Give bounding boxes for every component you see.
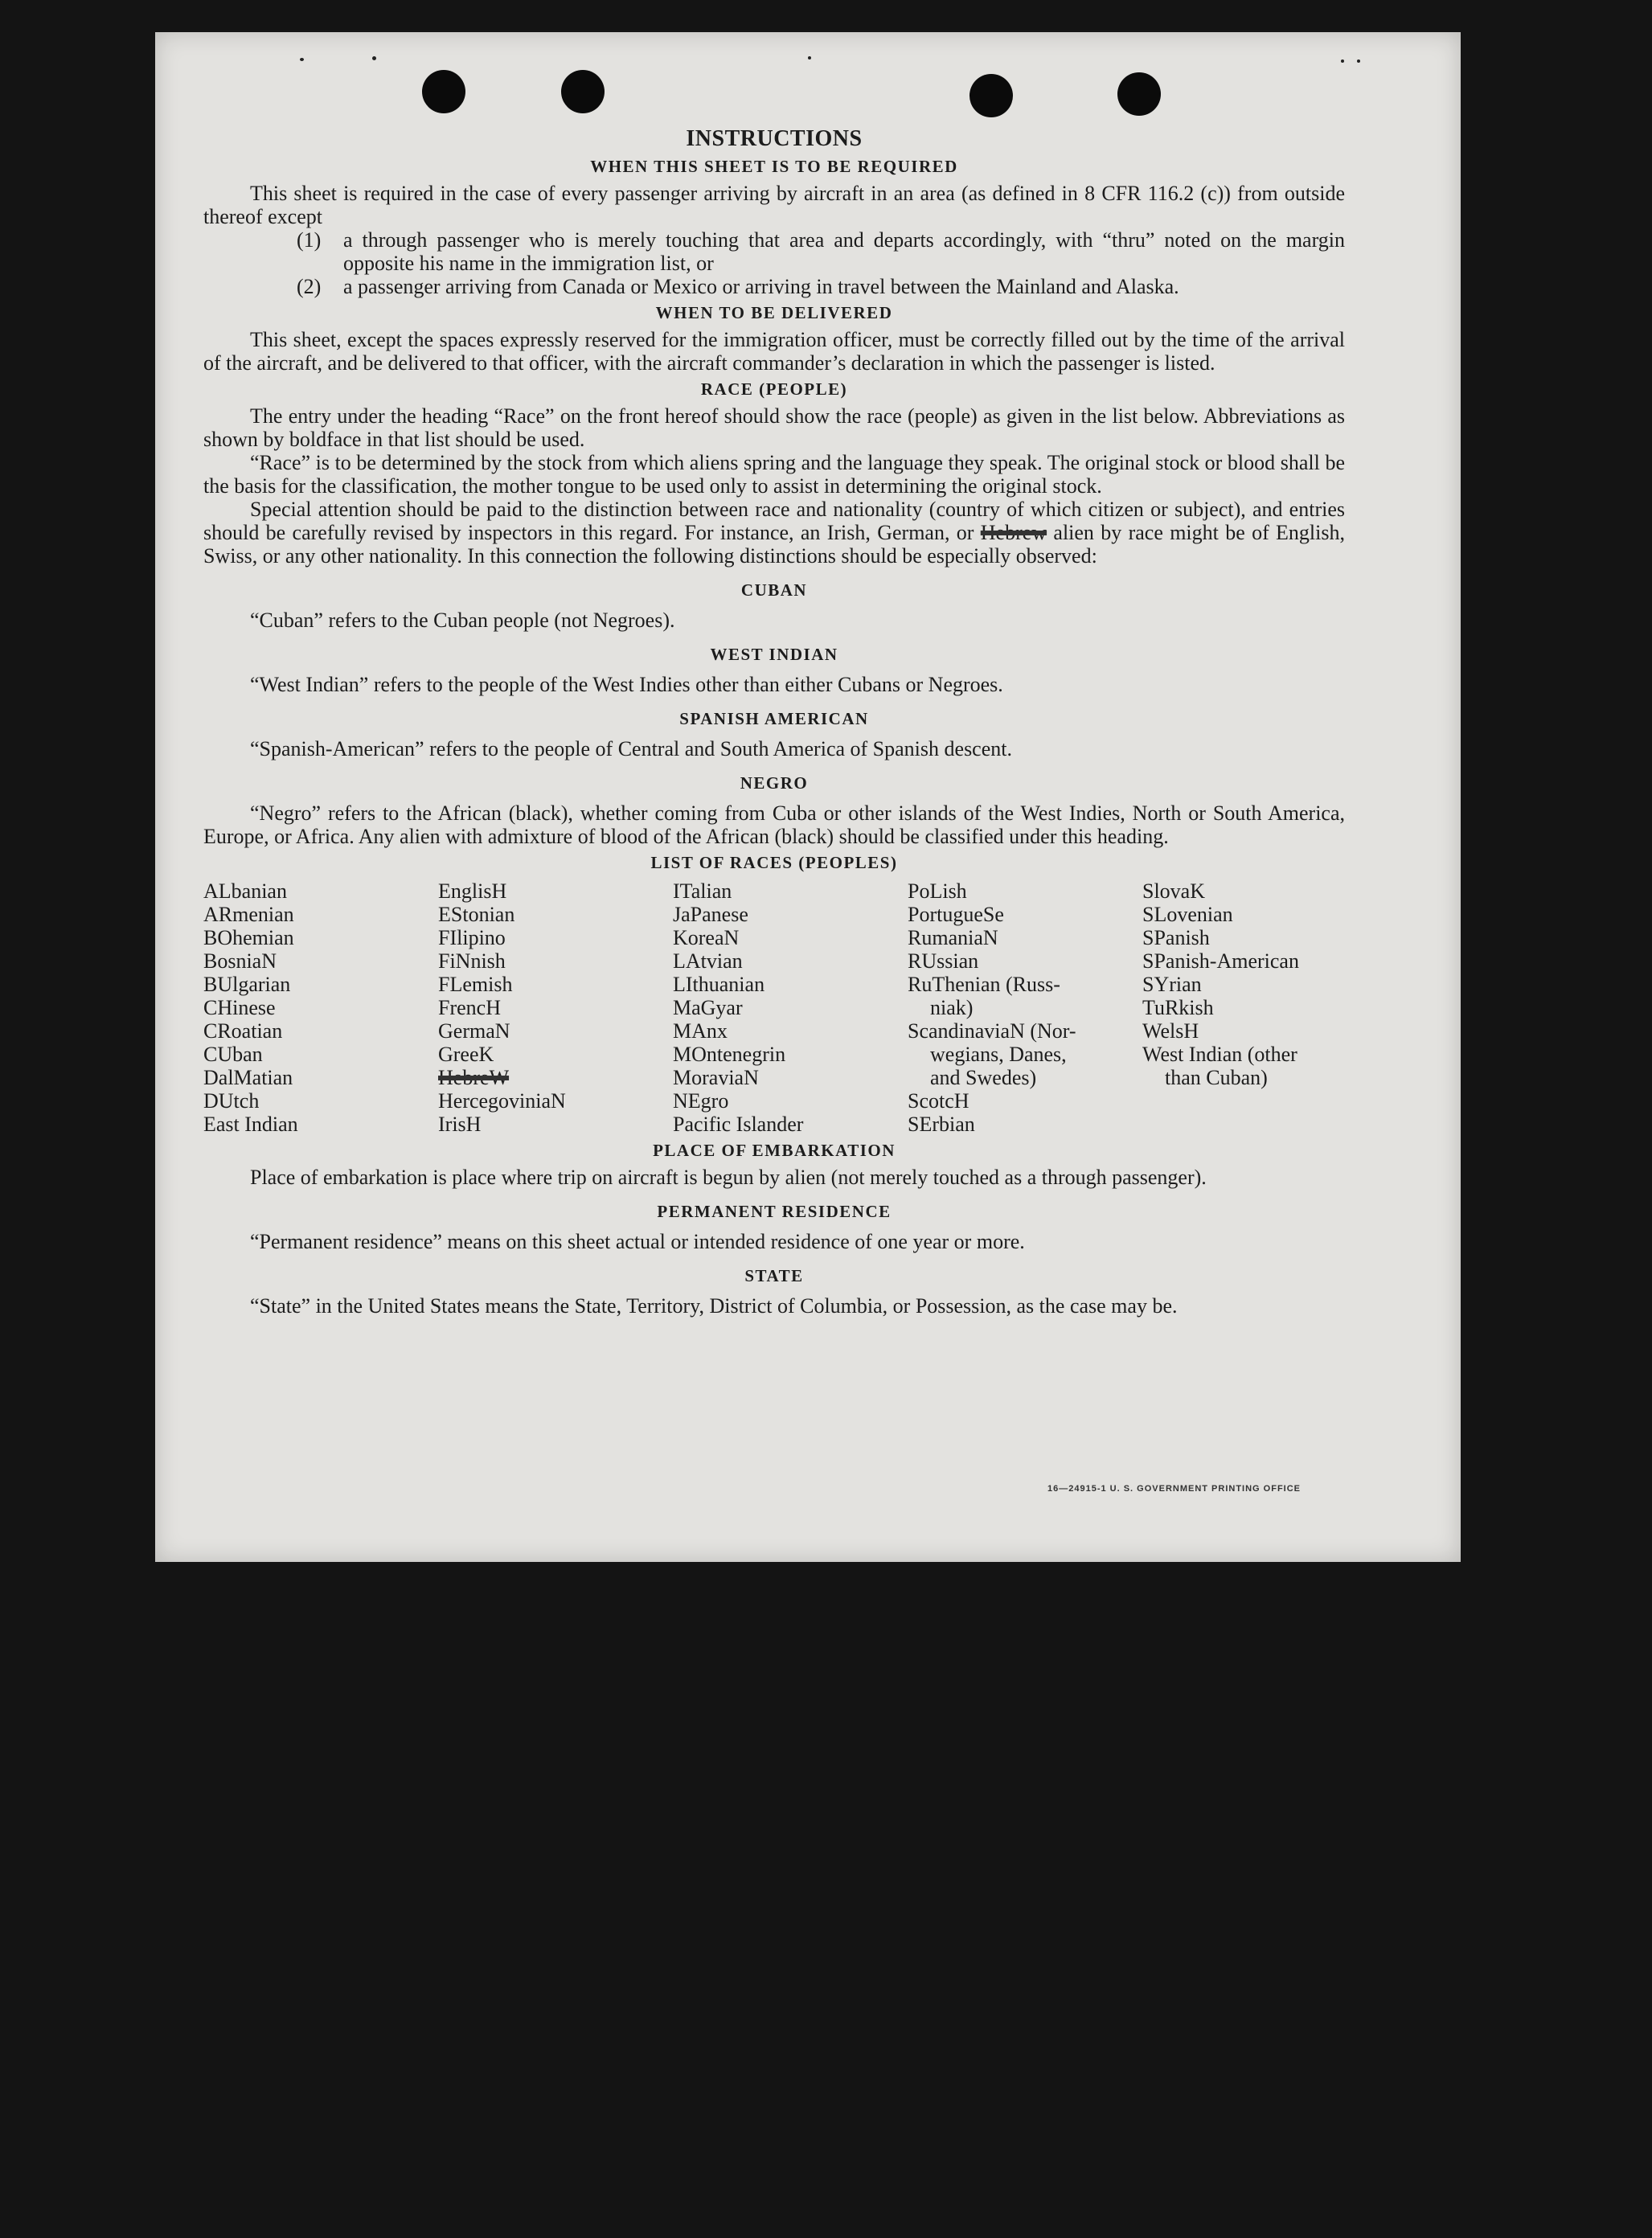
race-entry: KoreaN bbox=[673, 926, 740, 949]
section-heading: PERMANENT RESIDENCE bbox=[657, 1202, 892, 1221]
section-heading: LIST OF RACES (PEOPLES) bbox=[650, 853, 898, 872]
section-heading: WEST INDIAN bbox=[710, 645, 838, 664]
speck bbox=[300, 58, 304, 61]
race-entry: MoraviaN bbox=[673, 1066, 759, 1089]
race-entry: MOntenegrin bbox=[673, 1043, 786, 1066]
race-entry: MaGyar bbox=[673, 996, 743, 1019]
speck bbox=[808, 56, 811, 59]
race-entry: CUban bbox=[203, 1043, 263, 1066]
section-heading: SPANISH AMERICAN bbox=[679, 709, 869, 728]
section-heading: WHEN TO BE DELIVERED bbox=[655, 303, 893, 322]
paragraph-part: alien by race might be of English, Swiss, or any other nationality. In this connection the following distinctions should be especially observed: bbox=[203, 521, 1345, 568]
paragraph: “Cuban” refers to the Cuban people (not Negroes). bbox=[250, 609, 675, 632]
list-text: a through passenger who is merely touching that area and departs accordingly, with “thru” noted on the margin opposite his name in the immigration list, or bbox=[343, 228, 1345, 275]
printer-imprint: 16—24915-1 U. S. GOVERNMENT PRINTING OFFICE bbox=[1047, 1484, 1302, 1494]
race-entry: NEgro bbox=[673, 1089, 729, 1113]
paragraph: “West Indian” refers to the people of the West Indies other than either Cubans or Negroes. bbox=[250, 673, 1003, 696]
race-entry: EnglisH bbox=[438, 879, 507, 903]
paragraph-part: Special attention should be paid to the distinction between race and nationality (country of which citizen or subject), and entries should be carefully revised by inspectors in this regard. For instance, an Irish, German, or bbox=[203, 498, 1345, 544]
race-entry: GermaN bbox=[438, 1019, 510, 1043]
document-sheet bbox=[155, 32, 1461, 1562]
races-column bbox=[673, 879, 908, 1136]
race-entry: RuThenian (Russ- bbox=[908, 973, 1060, 996]
section-heading: WHEN THIS SHEET IS TO BE REQUIRED bbox=[590, 157, 958, 176]
race-entry: SLovenian bbox=[1142, 903, 1233, 926]
race-entry: LAtvian bbox=[673, 949, 743, 973]
paragraph: “Race” is to be determined by the stock from which aliens spring and the language they speak. The original stock or blood shall be the basis for the classification, the mother tongue to be used only to assist in determining the original stock. bbox=[203, 451, 1345, 498]
race-entry: SPanish-American bbox=[1142, 949, 1299, 973]
races-column bbox=[908, 879, 1142, 1136]
race-entry: ITalian bbox=[673, 879, 732, 903]
race-entry: BOhemian bbox=[203, 926, 294, 949]
struck-word: Hebrew bbox=[980, 521, 1047, 544]
race-entry: East Indian bbox=[203, 1113, 298, 1136]
race-entry: ScotcH bbox=[908, 1089, 969, 1113]
race-entry: ARmenian bbox=[203, 903, 294, 926]
section-heading: RACE (PEOPLE) bbox=[700, 379, 848, 399]
list-item bbox=[203, 275, 1345, 298]
speck bbox=[372, 56, 376, 60]
page-title: INSTRUCTIONS bbox=[686, 126, 863, 151]
punch-hole bbox=[561, 70, 605, 113]
races-column bbox=[438, 879, 673, 1136]
race-entry: PortugueSe bbox=[908, 903, 1004, 926]
race-entry: ALbanian bbox=[203, 879, 287, 903]
race-entry: SlovaK bbox=[1142, 879, 1205, 903]
race-entry: GreeK bbox=[438, 1043, 494, 1066]
race-entry: niak) bbox=[930, 996, 974, 1019]
section-heading: NEGRO bbox=[740, 773, 809, 793]
race-entry: Pacific Islander bbox=[673, 1113, 804, 1136]
section-heading: PLACE OF EMBARKATION bbox=[653, 1141, 896, 1160]
instructions-content bbox=[203, 127, 1345, 1318]
race-entry: than Cuban) bbox=[1165, 1066, 1268, 1089]
race-entry: and Swedes) bbox=[930, 1066, 1037, 1089]
race-entry: FiNnish bbox=[438, 949, 506, 973]
race-entry: ScandinaviaN (Nor- bbox=[908, 1019, 1076, 1043]
race-entry: CRoatian bbox=[203, 1019, 283, 1043]
races-column bbox=[203, 879, 438, 1136]
race-entry: LIthuanian bbox=[673, 973, 765, 996]
paragraph: Place of embarkation is place where trip on aircraft is begun by alien (not merely touched as a through passenger). bbox=[250, 1166, 1207, 1189]
race-entry: BUlgarian bbox=[203, 973, 291, 996]
list-text: a passenger arriving from Canada or Mexico or arriving in travel between the Mainland and Alaska. bbox=[343, 275, 1179, 298]
race-entry: HercegoviniaN bbox=[438, 1089, 566, 1113]
races-column bbox=[1142, 879, 1351, 1136]
race-entry: WelsH bbox=[1142, 1019, 1199, 1043]
speck bbox=[1341, 59, 1344, 63]
race-entry: RUssian bbox=[908, 949, 979, 973]
race-entry: TuRkish bbox=[1142, 996, 1214, 1019]
race-entry: FLemish bbox=[438, 973, 513, 996]
race-entry: FrencH bbox=[438, 996, 501, 1019]
race-entry: DUtch bbox=[203, 1089, 260, 1113]
race-entry: PoLish bbox=[908, 879, 967, 903]
list-number: (1) bbox=[297, 228, 322, 252]
paragraph: “Spanish-American” refers to the people of Central and South America of Spanish descent. bbox=[250, 737, 1012, 760]
race-entry: EStonian bbox=[438, 903, 515, 926]
race-entry: IrisH bbox=[438, 1113, 482, 1136]
list-number: (2) bbox=[297, 275, 322, 298]
speck bbox=[1357, 59, 1360, 63]
section-heading: STATE bbox=[744, 1266, 804, 1285]
section-heading: CUBAN bbox=[740, 580, 808, 600]
race-entry: SErbian bbox=[908, 1113, 975, 1136]
race-entry: wegians, Danes, bbox=[930, 1043, 1067, 1066]
paragraph: “Permanent residence” means on this sheet actual or intended residence of one year or more. bbox=[250, 1230, 1025, 1253]
race-entry: RumaniaN bbox=[908, 926, 998, 949]
race-entry: SYrian bbox=[1142, 973, 1202, 996]
race-entry: JaPanese bbox=[673, 903, 748, 926]
race-entry: CHinese bbox=[203, 996, 276, 1019]
list-item bbox=[203, 228, 1345, 275]
paragraph: “State” in the United States means the State, Territory, District of Columbia, or Possession, as the case may be. bbox=[250, 1294, 1178, 1318]
punch-hole bbox=[969, 74, 1013, 117]
race-entry: MAnx bbox=[673, 1019, 728, 1043]
race-entry: HebreW bbox=[438, 1066, 510, 1089]
race-entry: BosniaN bbox=[203, 949, 277, 973]
paragraph bbox=[203, 498, 1345, 568]
punch-hole bbox=[422, 70, 465, 113]
race-entry: West Indian (other bbox=[1142, 1043, 1297, 1066]
races-list bbox=[203, 879, 1345, 1136]
paragraph: This sheet, except the spaces expressly reserved for the immigration officer, must be correctly filled out by the time of the arrival of the aircraft, and be delivered to that officer, with the aircraft commander’s declaration in which the passenger is listed. bbox=[203, 328, 1345, 375]
punch-hole bbox=[1117, 72, 1161, 116]
paragraph: This sheet is required in the case of every passenger arriving by aircraft in an area (as defined in 8 CFR 116.2 (c)) from outside thereof except bbox=[203, 182, 1345, 228]
race-entry: DalMatian bbox=[203, 1066, 293, 1089]
paragraph: “Negro” refers to the African (black), whether coming from Cuba or other islands of the West Indies, North or South America, Europe, or Africa. Any alien with admixture of blood of the African (black) should be classified under this heading. bbox=[203, 801, 1345, 848]
race-entry: FIlipino bbox=[438, 926, 506, 949]
paragraph: The entry under the heading “Race” on the front hereof should show the race (people) as given in the list below. Abbreviations as shown by boldface in that list should be used. bbox=[203, 404, 1345, 451]
race-entry: SPanish bbox=[1142, 926, 1210, 949]
